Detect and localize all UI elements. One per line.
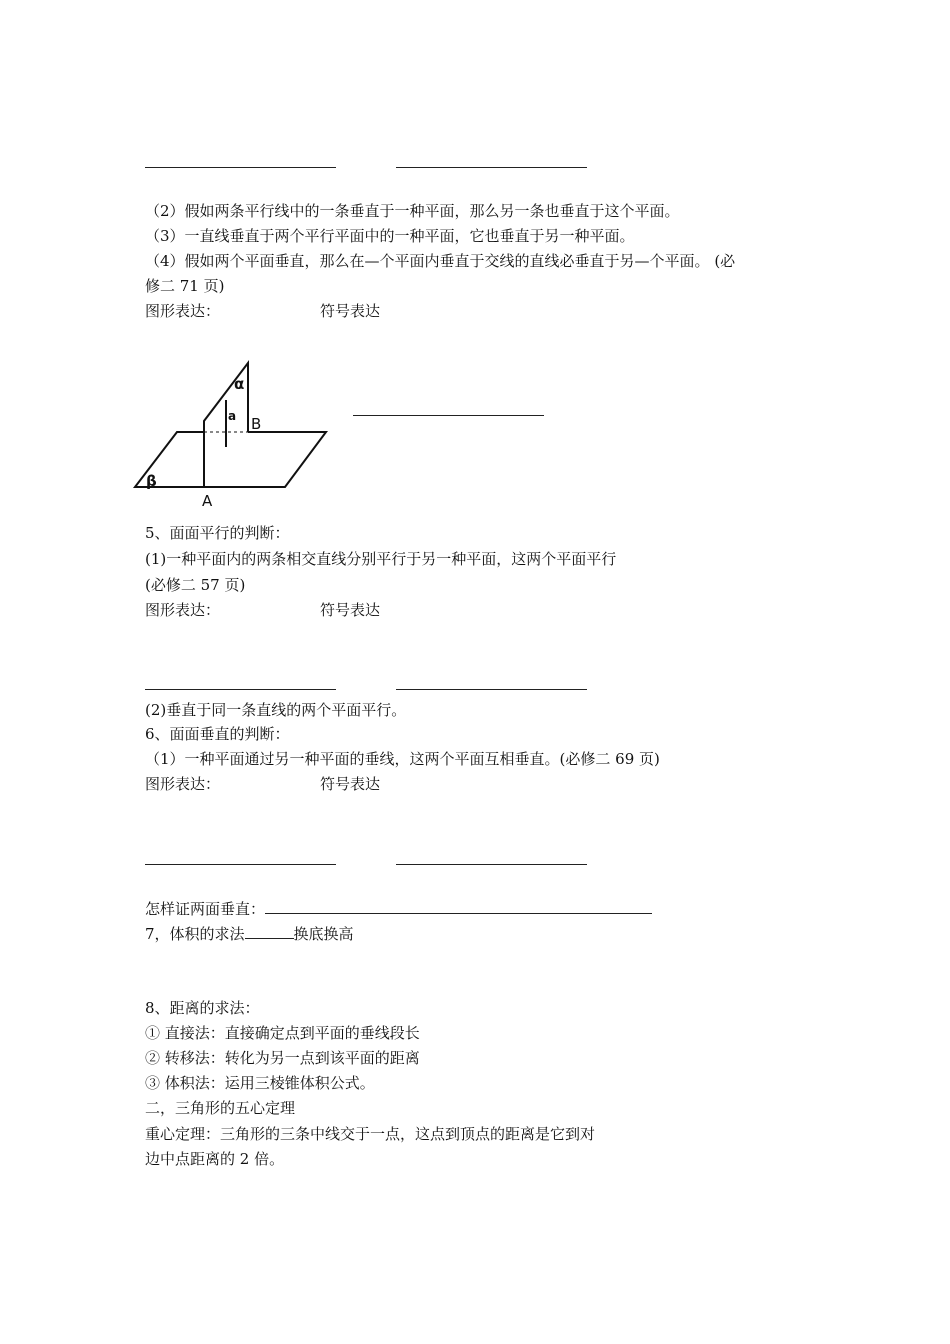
prove-blank [265,899,652,914]
label-alpha: α [234,375,245,393]
section-7-prefix: 7，体积的求法 [145,925,245,943]
answer-blank-5-right [396,689,587,690]
perpendicular-planes-figure [125,355,335,515]
theorem-line-2: （2）假如两条平行线中的一条垂直于一种平面，那么另一条也垂直于这个平面。 [145,202,680,220]
centroid-theorem-a: 重心定理：三角形的三条中线交于一点，这点到顶点的距离是它到对 [145,1125,596,1143]
symbol-label-2: 符号表达 [320,601,381,619]
answer-blank-6-right [396,864,587,865]
section-8-title: 8、距离的求法： [145,999,260,1017]
label-A: A [202,492,213,510]
prove-label: 怎样证两面垂直： [145,900,266,918]
centroid-theorem-b: 边中点距离的 2 倍。 [145,1150,285,1168]
answer-blank-6-left [145,864,336,865]
section-5-p1b: (必修二 57 页) [145,576,246,594]
section-8-m2: ② 转移法：转化为另一点到该平面的距离 [145,1049,420,1067]
graphic-label-1: 图形表达： [145,302,221,320]
label-B: B [251,415,262,433]
section-8-m3: ③ 体积法：运用三棱锥体积公式。 [145,1074,375,1092]
graphic-label-3: 图形表达： [145,775,221,793]
section-7-title [145,924,354,944]
section-6-p1: （1）一种平面通过另一种平面的垂线，这两个平面互相垂直。(必修二 69 页) [145,750,660,768]
section-5-p1a: (1)一种平面内的两条相交直线分别平行于另一种平面，这两个平面平行 [145,550,617,568]
symbol-label-3: 符号表达 [320,775,381,793]
section-6-prove [145,899,652,919]
answer-blank-top-left [145,167,336,168]
label-beta: β [146,472,157,490]
part-2-title: 二，三角形的五心定理 [145,1099,296,1117]
section-6-title: 6、面面垂直的判断： [145,725,290,743]
answer-blank-5-left [145,689,336,690]
answer-blank-symbol-1 [353,415,544,416]
section-5-p2: (2)垂直于同一条直线的两个平面平行。 [145,701,407,719]
section-7-suffix: 换底换高 [293,925,354,943]
volume-blank [245,924,294,939]
answer-blank-top-right [396,167,587,168]
theorem-line-4b: 修二 71 页) [145,277,225,295]
section-8-m1: ① 直接法：直接确定点到平面的垂线段长 [145,1024,420,1042]
theorem-line-4a: （4）假如两个平面垂直，那么在—个平面内垂直于交线的直线必垂直于另—个平面。 (必 [145,252,736,270]
section-5-title: 5、面面平行的判断： [145,524,290,542]
symbol-label-1: 符号表达 [320,302,381,320]
graphic-label-2: 图形表达： [145,601,221,619]
label-a: a [228,409,237,423]
theorem-line-3: （3）一直线垂直于两个平行平面中的一种平面，它也垂直于另一种平面。 [145,227,635,245]
